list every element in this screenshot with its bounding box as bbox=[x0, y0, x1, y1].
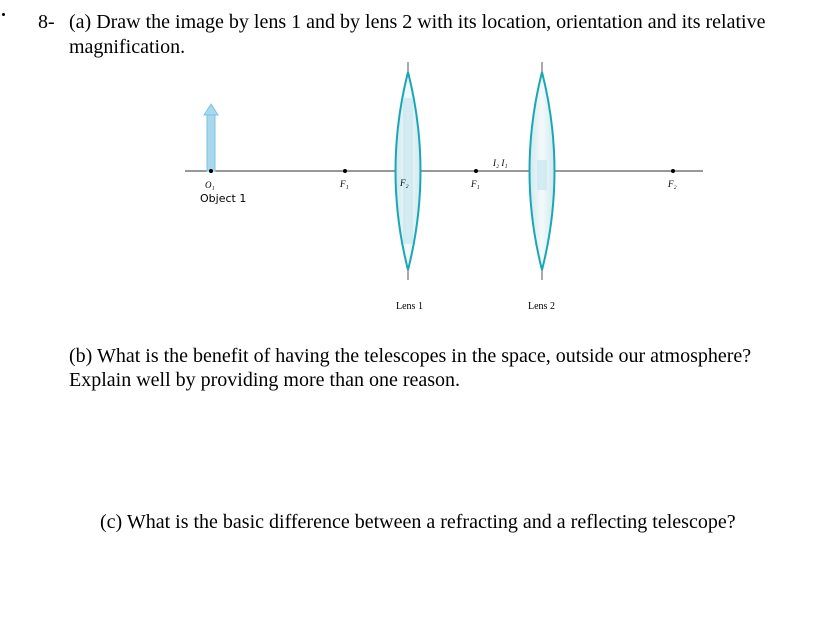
part-c-text: (c) What is the basic difference between a refracting and a reflecting telescope? bbox=[100, 511, 736, 533]
lens-2-label: Lens 2 bbox=[528, 301, 555, 312]
lens-1-label: Lens 1 bbox=[396, 301, 423, 312]
object-label: Object 1 bbox=[200, 192, 247, 205]
part-a-text-line1: (a) Draw the image by lens 1 and by lens 2 with its location, orientation and its relative bbox=[69, 11, 766, 33]
part-b-text-line2: Explain well by providing more than one reason. bbox=[69, 369, 461, 391]
object-point-label: O₁ bbox=[205, 180, 215, 190]
label-f2-right: F₂ bbox=[668, 179, 677, 189]
part-b-text-line1: (b) What is the benefit of having the telescopes in the space, outside our atmosphere? bbox=[69, 345, 752, 367]
object-point bbox=[209, 169, 213, 173]
label-f1-right: F₁ bbox=[471, 179, 480, 189]
lens-1 bbox=[396, 62, 421, 280]
part-a-text-line2: magnification. bbox=[69, 36, 186, 58]
lens-2 bbox=[530, 62, 555, 280]
label-f2-left: F₂ bbox=[400, 178, 409, 188]
focal-point-f1-left bbox=[343, 169, 347, 173]
object-arrow bbox=[204, 104, 218, 171]
label-i2-i1: I₂ I₁ bbox=[493, 158, 508, 168]
focal-point-f1-right bbox=[474, 169, 478, 173]
question-number: 8- bbox=[38, 11, 55, 33]
focal-point-f2-right bbox=[671, 169, 675, 173]
label-f1-left: F₁ bbox=[340, 179, 349, 189]
